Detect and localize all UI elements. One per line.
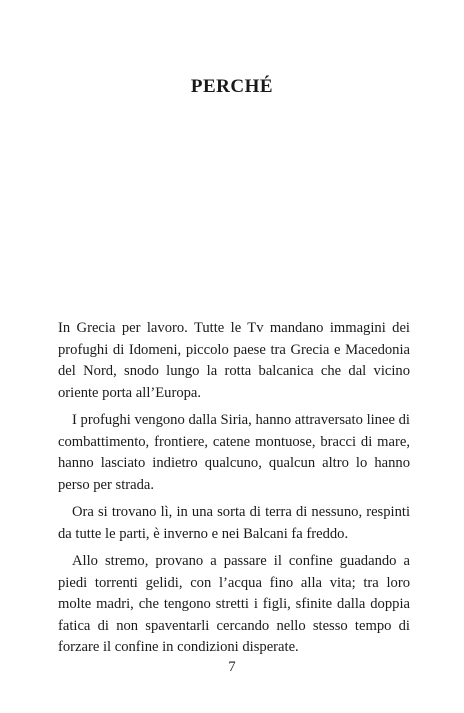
paragraph-1: In Grecia per lavoro. Tutte le Tv mandano immagini dei profughi di Idomeni, piccolo paese tra Grecia e Macedonia del Nord, snodo lungo la rotta balcanica che dal vicino oriente porta all’Europa. bbox=[58, 320, 410, 401]
chapter-title: PERCHÉ bbox=[190, 76, 274, 97]
paragraph-3: Ora si trovano lì, in una sorta di terra di nessuno, respinti da tutte le parti, è inverno e nei Balcani fa freddo. bbox=[58, 504, 410, 542]
paragraph-2: I profughi vengono dalla Siria, hanno attraversato linee di combattimento, frontiere, catene montuose, bracci di mare, hanno lasciato indietro qualcuno, qualcun altro lo hanno perso per strada. bbox=[58, 412, 410, 493]
body-text bbox=[58, 318, 410, 665]
page-number: 7 bbox=[228, 659, 236, 675]
paragraph-4: Allo stremo, provano a passare il confine guadando a piedi torrenti gelidi, con l’acqua fino alla vita; tra loro molte madri, che tengono stretti i figli, sfinite dalla doppia fatica di non spaventarli cercando nello stesso tempo di forzare il confine in condizioni disperate. bbox=[58, 553, 410, 655]
